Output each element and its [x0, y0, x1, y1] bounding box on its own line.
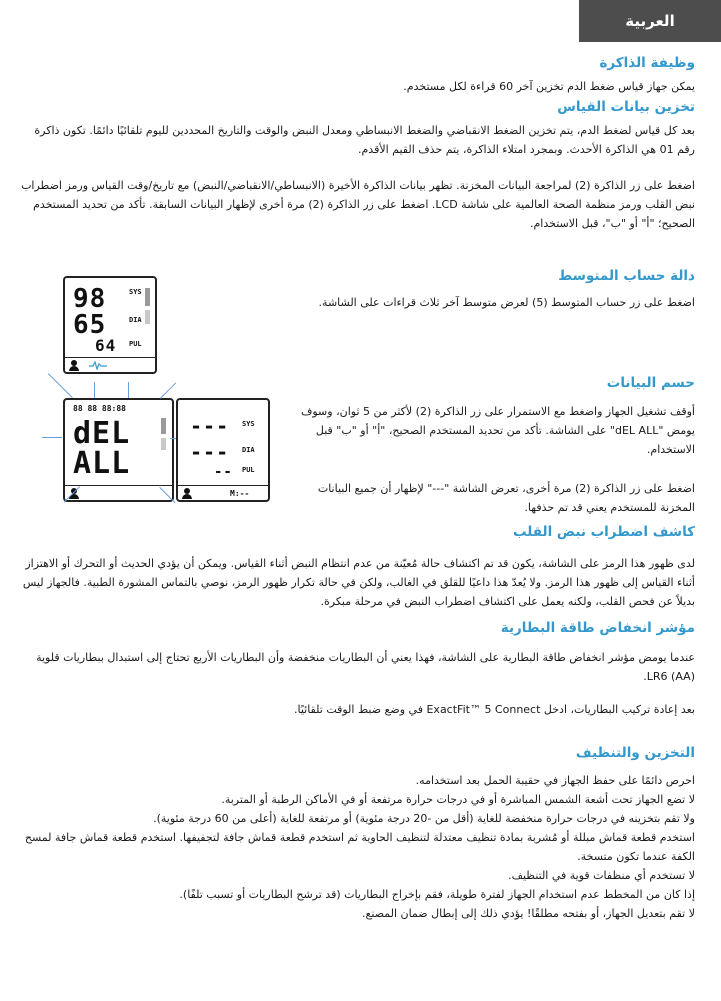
lcd-level-bar — [161, 438, 166, 450]
lcd-pulse-unit: PUL — [129, 340, 142, 348]
lcd-sys-value: 98 — [73, 284, 107, 314]
blink-ray — [128, 382, 129, 398]
care-item: إذا كان من المخطط عدم استخدام الجهاز لفترة طويلة، فقم بإخراج البطاريات (قد ترشح البطاريات أو تسبب تلفًا). — [179, 888, 695, 901]
care-item: استخدم قطعة قماش مبللة أو مُشربة بمادة تنظيف معتدلة لتنظيف الحاوية ثم استخدم قطعة قماش جافة لتجفيفها. استخدم قطعة قماش جافة لمسح الكفة عندما تكون متسخة. — [24, 831, 695, 863]
lcd-memory-label: M:-- — [230, 489, 250, 498]
irregular-text: لدى ظهور هذا الرمز على الشاشة، يكون قد تم اكتشاف حالة مُعيّنة من عدم انتظام النبض أثناء القياس. ويمكن أن يؤدي الحديث أو التحرك أو الاهتزاز أثناء القياس إلى ظهور هذا الرمز. ولا يُعدّ هذا داعيًا للقلق في الغالب، ولكن في حالة تكرار ظهور الرمز، نوصي بالتماس المشورة الطبية. فالجهاز ليس بديلاً عن فحص القلب، ولكنه يعمل على اكتشاف اضطراب النبض في مرحلة مبكرة. — [22, 557, 695, 608]
delete-section — [15, 375, 695, 391]
lcd-dash-row: --- — [190, 440, 230, 464]
lcd-cleared-display — [176, 398, 270, 502]
memory-title: وظيفة الذاكرة — [599, 55, 695, 71]
lcd-level-bar — [145, 288, 150, 306]
blink-ray — [94, 382, 95, 398]
battery-title: مؤشر انخفاض طاقة البطارية — [500, 620, 695, 636]
lcd-footer — [65, 357, 155, 372]
care-item: لا تستخدم أي منظفات قوية في التنظيف. — [508, 869, 695, 882]
lcd-datetime: 88 88 88:88 — [73, 404, 126, 413]
storage-text-2: اضغط على زر الذاكرة (2) لمراجعة البيانات المخزنة. تظهر بيانات الذاكرة الأخيرة (الانبساطي/الانقباضي/النبض) مع تاريخ/وقت القياس ورمز اضطراب نبض القلب ورمز منظمة الصحة العالمية على شاشة LCD. اضغط على زر الذاكرة (2) مرة أخرى لإظهار البيانات السابقة. تأكد من تحديد المستخدم الصحيح؛ "أ" أو "ب"، قبل الاستخدام. — [21, 179, 695, 230]
average-body — [255, 293, 695, 312]
care-item: لا تضع الجهاز تحت أشعة الشمس المباشرة أو في درجات حرارة مرتفعة أو في الأماكن الرطبة أو المتربة. — [221, 793, 695, 806]
storage-text-1: بعد كل قياس لضغط الدم، يتم تخزين الضغط الانقباضي والضغط الانبساطي ومعدل النبض والوقت والتاريخ المحددين لليوم تلقائيًا دائمًا. تكون ذاكرة رقم 01 هي الذاكرة الأحدث. وبمجرد امتلاء الذاكرة، يتم حذف القيم الأقدم. — [34, 124, 695, 156]
average-text: اضغط على زر حساب المتوسط (5) لعرض متوسط آخر ثلاث قراءات على الشاشة. — [318, 296, 695, 309]
memory-section — [25, 55, 695, 96]
lcd-dash-row: --- — [190, 414, 230, 438]
lcd-dia-unit: DIA — [129, 316, 142, 324]
storage-section — [15, 99, 695, 233]
lcd-level-bar — [145, 310, 150, 324]
lcd-del-text: dEL — [73, 416, 131, 451]
lcd-level-bar — [161, 418, 166, 434]
lcd-average-display — [63, 276, 157, 374]
average-icon — [89, 360, 107, 370]
memory-text: يمكن جهاز قياس ضغط الدم تخزين آخر 60 قراءة لكل مستخدم. — [403, 80, 695, 93]
battery-text-2: بعد إعادة تركيب البطاريات، ادخل ExactFit™ 5 Connect في وضع ضبط الوقت تلقائيًا. — [293, 703, 695, 716]
lcd-footer — [65, 485, 172, 500]
care-item: لا تقم بتعديل الجهاز، أو بفتحه مطلقًا! يؤدي ذلك إلى إبطال ضمان المصنع. — [362, 907, 695, 920]
storage-title: تخزين بيانات القياس — [557, 99, 695, 115]
irregular-section — [15, 524, 695, 611]
user-icon — [182, 488, 192, 499]
battery-section — [15, 620, 695, 719]
care-title: التخزين والتنظيف — [575, 745, 695, 761]
average-title: دالة حساب المتوسط — [558, 268, 695, 284]
lcd-dia-value: 65 — [73, 310, 107, 340]
language-tab: العربية — [579, 0, 721, 42]
lcd-all-text: ALL — [73, 446, 131, 481]
care-section — [15, 745, 695, 923]
delete-body — [295, 402, 695, 517]
lcd-sys-unit: SYS — [242, 420, 255, 428]
care-item: احرص دائمًا على حفظ الجهاز في حقيبة الحمل بعد استخدامه. — [415, 774, 695, 787]
delete-text-1: أوقف تشغيل الجهاز واضغط مع الاستمرار على زر الذاكرة (2) لأكثر من 5 ثوان، وسوف يومض "dEL ALL" على الشاشة. تأكد من تحديد المستخدم الصحيح، "أ" أو "ب" قبل الاستخدام. — [300, 405, 695, 456]
delete-title: حسم البيانات — [606, 375, 695, 391]
battery-text-1: عندما يومض مؤشر انخفاض طاقة البطارية على الشاشة، فهذا يعني أن البطاريات منخفضة وأن البطاريات الأربع تحتاج إلى استبدال ببطاريات قلوية LR6 (AA). — [36, 651, 695, 683]
care-item: ولا تقم بتخزينه في درجات حرارة منخفضة للغاية (أقل من -20 درجة مئوية) أو مرتفعة للغاية (أعلى من 60 درجة مئوية). — [153, 812, 695, 825]
blink-ray — [42, 437, 62, 438]
lcd-footer — [178, 485, 268, 500]
user-icon — [69, 360, 79, 371]
lcd-dia-unit: DIA — [242, 446, 255, 454]
lcd-pulse-value: 64 — [95, 336, 117, 355]
lcd-sys-unit: SYS — [129, 288, 142, 296]
lcd-pulse-unit: PUL — [242, 466, 255, 474]
delete-text-2: اضغط على زر الذاكرة (2) مرة أخرى، تعرض الشاشة "---" لإظهار أن جميع البيانات المخزنة للمستخدم يعني قد تم حذفها. — [317, 482, 695, 514]
irregular-title: كاشف اضطراب نبض القلب — [513, 524, 695, 540]
lcd-dash-row: -- — [214, 464, 233, 480]
